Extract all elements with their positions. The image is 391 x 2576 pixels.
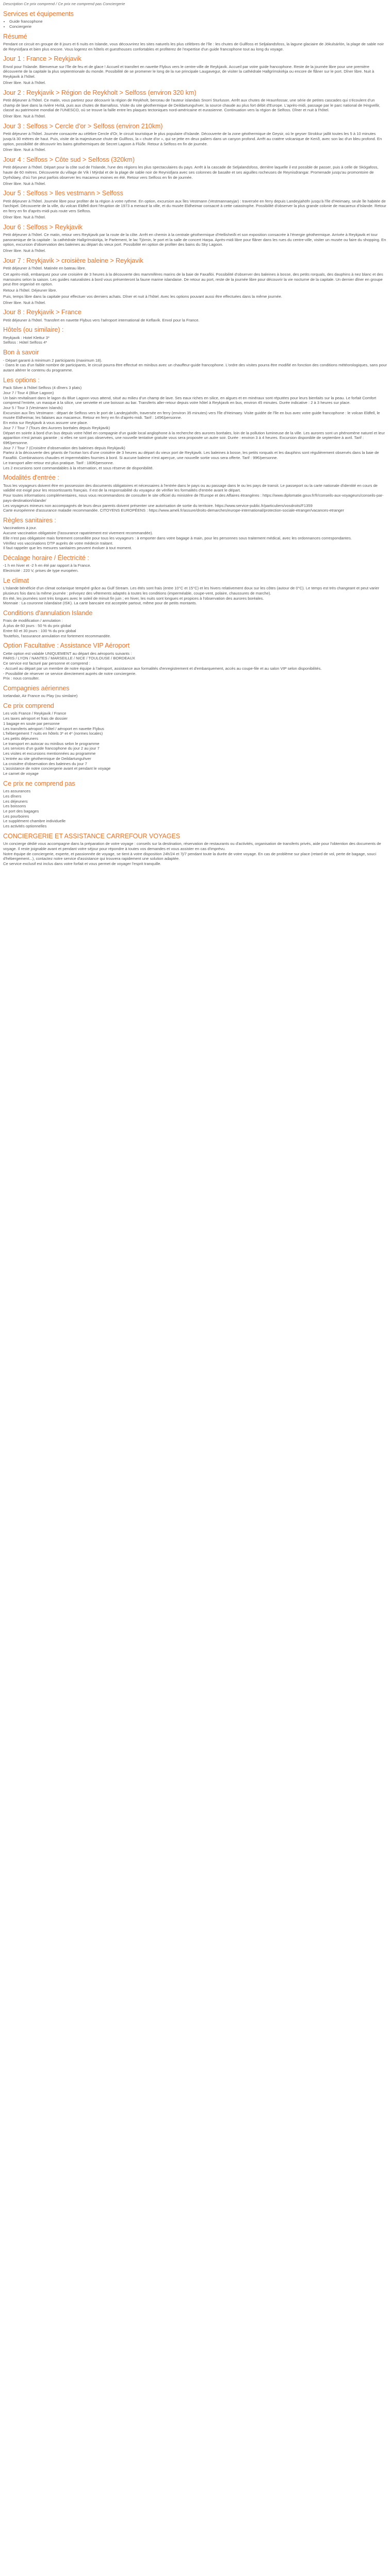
page (0, 0, 390, 873)
assistance-section (3, 642, 387, 681)
concierge-paragraph: Un concierge dédié vous accompagne dans la préparation de votre voyage : conseils sur la destination, réservation de restaurants ou d'activités, organisation de transferts privés, aide pour l'obtention des documents de voyage. Il reste joignable avant et pendant votre séjour pour répondre à toutes vos demandes et vous assister en cas d'imprévu. (3, 841, 381, 851)
day-paragraph: Petit déjeuner à l'hôtel. Journée consacrée au célèbre Cercle d'Or, le circuit touristique le plus populaire d'Islande. Découverte de la zone géothermique de Geysir, où le geyser Strokkur jaillit toutes les 5 à 10 minutes jusqu'à 30 mètres de haut. Puis, visite de la majestueuse chute de Gullfoss, la « chute d'or », qui se jette en deux paliers dans un canyon profond. Arrêt au cratère volcanique de Kerið, avec son lac d'un bleu profond. En option, possibilité de découvrir les bains géothermiques de Secret Lagoon à Flúðir. Retour à Selfoss en fin de journée. (3, 131, 382, 146)
options-paragraph: Un bain revitalisant dans le lagon du Blue Lagoon vous attend, situé au milieu d'un champ de lave. Ses eaux riches en silice, en algues et en minéraux sont réputées pour leurs bienfaits sur la peau. Le forfait Comfort comprend l'entrée, un masque à la silice, une serviette et une boisson au bar. Transferts aller-retour depuis votre hôtel à Reykjavik en bus, environ 45 minutes. Durée indicative : 2 à 3 heures sur place. (3, 395, 377, 405)
excludes-paragraph: Les boissons (3, 804, 26, 809)
rules-paragraph: Aucune vaccination obligatoire (l'assurance rapatriement est vivement recommandée). (3, 531, 153, 536)
time-title: Décalage horaire / Électricité : (3, 554, 89, 562)
hotel-line: Selfoss : Hótel Selfoss 4* (3, 340, 47, 345)
conditions-paragraph: Carte européenne d'assurance maladie recommandée. CITOYENS EUROPÉENS : https://www.ameli.fr/assure/droits-demarches/europe-international/protection-sociale-etranger/vacances-etranger (3, 508, 345, 513)
options-paragraph: Partez à la découverte des géants de l'océan lors d'une croisière de 3 heures au départ du vieux port de Reykjavik. Les baleines à bosse, les petits rorquals et les dauphins sont régulièrement observés dans la baie de Faxaflói. Combinaisons chaudes et imperméables fournies à bord. Si aucune baleine n'est aperçue, une nouvelle sortie vous sera offerte. Tarif : 99€/personne. (3, 450, 379, 461)
includes-paragraph: L'hébergement 7 nuits en hôtels 3* et 4* (normes locales) (3, 731, 103, 736)
time-section (3, 554, 387, 573)
includes-paragraph: Les petits déjeuners (3, 736, 38, 741)
concierge-paragraph: Notre équipe de conciergerie, experte, et passionnée de voyage, se tient à votre disposition 24h/24 et 7j/7 pendant toute la durée de votre voyage. En cas de problème sur place (retard de vol, perte de bagage, souci d'hébergement...), contactez notre service d'assistance qui trouvera rapidement une solution adaptée. (3, 851, 377, 861)
options-paragraph: Jour 7 / Tour 7 (Croisière d'observation des baleines depuis Reykjavik) (3, 445, 125, 450)
rules-paragraph: Il faut rappeler que les mesures sanitaires peuvent évoluer à tout moment. (3, 546, 132, 551)
includes-paragraph: Le carnet de voyage (3, 771, 39, 776)
time-paragraph: Electricité : 220 V, prises de type européen. (3, 568, 79, 573)
options-section (3, 377, 387, 471)
includes-paragraph: L'assistance de notre conciergerie avant et pendant le voyage (3, 766, 111, 771)
rules-paragraph: Vérifiez vos vaccinations DTP auprès de votre médecin traitant. (3, 540, 113, 546)
hotel-line: Reykjavik : Hotel Klettur 3* (3, 335, 50, 340)
options-paragraph: Excursion aux îles Vestmann : départ de Selfoss vers le port de Landeyjahöfn, traversée en ferry (environ 35 minutes) vers l'île d'Heimaey. Visite guidée de l'île en bus avec votre guide francophone : le volcan Eldfell, le musée Eldheimar, les falaises aux macareux. Retour en ferry en fin d'après-midi. Tarif : 145€/personne. (3, 410, 380, 420)
climate-paragraph: En été, les journées sont très longues avec le soleil de minuit fin juin ; en hiver, les nuits sont longues et propices à l'observation des aurores boréales. (3, 596, 264, 601)
day-paragraph: Dîner libre. Nuit à l'hôtel. (3, 248, 46, 253)
day-title: Jour 2 : Reykjavik > Région de Reykholt > Selfoss (environ 320 km) (3, 89, 197, 96)
climate-paragraph: Monnaie : La couronne islandaise (ISK). La carte bancaire est acceptée partout, même pour de petits montants. (3, 601, 197, 606)
day-paragraph: Cet après-midi, embarquez pour une croisière de 3 heures à la découverte des mammifères marins de la baie de Faxaflói. Possibilité d'observer des baleines à bosse, des petits rorquals, des dauphins à nez blanc et des marsouins selon la saison. Les guides naturalistes à bord vous présenteront la faune marine islandaise. De retour au port, reste de la journée libre pour découvrir la vie nocturne de la capitale. Un dernier dîner en groupe peut être organisé en option. (3, 272, 383, 287)
day-paragraph: Petit déjeuner à l'hôtel. Transfert en navette Flybus vers l'aéroport international de Keflavík. Envol pour la France. (3, 317, 200, 323)
excludes-title: Ce prix ne comprend pas (3, 779, 75, 787)
day-paragraph: Dîner libre. Nuit à l'hôtel. (3, 114, 46, 119)
options-paragraph: Le transport aller-retour est plus pratique. Tarif : 180€/personne. (3, 460, 114, 465)
itinerary-day (3, 55, 387, 85)
day-paragraph: Petit déjeuner à l'hôtel. Ce matin, vous partirez pour découvrir la région de Reykholt, berceau de l'auteur islandais Snorri Sturluson. Arrêt aux chutes de Hraunfossar, une série de petites cascades qui s'écoulent d'un champ de lave dans la rivière Hvítá, puis aux chutes de Barnafoss. Visite du site géothermique de Deildartunguhver, la source chaude au plus fort débit d'Europe. L'après-midi, passage par le parc national de Þingvellir, classé au patrimoine mondial de l'UNESCO, où se trouve la faille entre les plaques tectoniques nord-américaine et eurasienne. Continuation vers la région de Selfoss. Dîner et nuit à l'hôtel. (3, 97, 380, 113)
includes-title: Ce prix comprend (3, 702, 54, 710)
options-paragraph: Jour 7 / Tour 7 (Tours des Aurores boréales depuis Reykjavik) (3, 425, 110, 430)
day-title: Jour 8 : Reykjavik > France (3, 309, 82, 316)
excludes-paragraph: Les assurances (3, 789, 31, 794)
day-title: Jour 1 : France > Reykjavik (3, 55, 82, 63)
includes-paragraph: La croisière d'observation des baleines du jour 7 (3, 761, 87, 766)
services-item: • Guide francophone (9, 19, 387, 24)
excludes-paragraph: Le port des bagages (3, 809, 39, 814)
assistance-paragraph: Prix : nous consulter. (3, 676, 40, 681)
assistance-paragraph: - Accueil au départ par un membre de notre équipe à l'aéroport, assistance aux formalités d'enregistrement et d'embarquement, accès au coupe-file et au salon VIP selon disponibilités. (3, 666, 322, 671)
day-paragraph: Puis, temps libre dans la capitale pour effectuer vos derniers achats. Dîner et nuit à l'hôtel. Avec les options pouvant aussi être effectuées dans la même journée. (3, 294, 282, 299)
conditions-section (3, 474, 387, 513)
day-paragraph: Retour à l'hôtel. Déjeuner libre. (3, 288, 57, 293)
excludes-paragraph: Les pourboires (3, 814, 29, 819)
climate-title: Le climat (3, 577, 29, 584)
day-paragraph: Dîner libre. Nuit à l'hôtel. (3, 181, 46, 186)
day-title: Jour 3 : Selfoss > Cercle d'or > Selfoss (environ 210km) (3, 122, 163, 130)
annulation-paragraph: Entre 60 et 30 jours : 100 % du prix global (3, 628, 76, 633)
includes-paragraph: 1 bagage en soute par personne (3, 721, 60, 726)
climate-paragraph: L'Islande bénéficie d'un climat océanique tempéré grâce au Gulf Stream. Les étés sont frais (entre 10°C et 15°C) et les hivers relativement doux sur les côtes (autour de 0°C). Le temps est très changeant et peut varier plusieurs fois dans la même journée : prévoyez des vêtements adaptés à toutes les conditions (imperméable, coupe-vent, polaire, chaussures de marche). (3, 586, 380, 596)
assistance-paragraph: Cette option est valable UNIQUEMENT au départ des aéroports suivants : (3, 651, 132, 656)
hotels-title: Hôtels (ou similaire) : (3, 326, 64, 334)
day-paragraph: Dîner libre. Nuit à l'hôtel. (3, 214, 46, 219)
day-paragraph: Petit déjeuner à l'hôtel. Ce matin, retour vers Reykjavik par la route de la côte. Arrêt en chemin à la centrale géothermique d'Hellisheiði et son exposition consacrée à l'énergie géothermique. Arrivée à Reykjavik et tour panoramique de la capitale : la cathédrale Hallgrímskirkja, le Parlement, le lac Tjörnin, le port et la salle de concert Harpa. Après-midi libre pour flâner dans les rues du centre-ville, visiter un musée ou faire du shopping. En option, excursion d'observation des baleines au départ du vieux port. Possibilité en option de profiter des bains du Sky Lagoon. (3, 232, 386, 247)
airlines-paragraph: Icelandair, Air France ou Play (ou similaire) (3, 693, 78, 699)
options-title: Les options : (3, 376, 40, 384)
excludes-section (3, 780, 387, 829)
climate-section (3, 577, 387, 606)
excludes-paragraph: Le supplément chambre individuelle (3, 819, 66, 824)
services-title: Services et équipements (3, 10, 74, 18)
good-to-know-paragraph: - Dans le cas d'un faible nombre de participants, le circuit pourra être effectué en minibus avec un chauffeur-guide francophone. L'ordre des visites pourra être modifié en fonction des conditions météorologiques, sans pour autant altérer le contenu du programme. (3, 363, 387, 372)
excludes-paragraph: Les activités optionnelles (3, 824, 47, 829)
day-paragraph: Envol pour l'Islande. Bienvenue sur l'île de feu et de glace ! Accueil et transfert en navette Flybus vers le centre-ville de Reykjavik. Accueil par votre guide francophone. Reste de la journée libre pour une première découverte de la capitale la plus septentrionale du monde. Possibilité de se promener le long de la rue principale Laugavegur, de visiter la cathédrale Hallgrímskirkja ou encore de flâner sur le port. Dîner libre. Nuit à Reykjavik à l'hôtel. (3, 64, 374, 79)
includes-paragraph: Les transferts aéroport / hôtel / aéroport en navette Flybus (3, 726, 104, 731)
itinerary (3, 55, 387, 323)
options-paragraph: Jour 7 / Tour 4 (Blue Lagoon) (3, 390, 54, 395)
day-paragraph: Dîner libre. Nuit à l'hôtel. (3, 80, 46, 85)
time-paragraph: -1 h en hiver et -2 h en été par rapport à la France. (3, 563, 91, 568)
itinerary-day (3, 257, 387, 305)
page-description: Description Ce prix comprend / Ce prix ne comprend pas Conciergerie (3, 2, 125, 6)
airlines-title: Compagnies aériennes (3, 684, 70, 692)
includes-paragraph: L'entrée au site géothermique de Deildartunguhver (3, 756, 91, 761)
includes-paragraph: Les vols France / Reykjavik / France (3, 711, 67, 716)
rules-paragraph: Vaccinations à jour. (3, 526, 37, 531)
day-paragraph: Dîner libre. Nuit à l'hôtel. (3, 300, 46, 305)
annulation-title: Conditions d'annulation Islande (3, 609, 93, 617)
concierge-title: CONCIERGERIE ET ASSISTANCE CARREFOUR VOYAGES (3, 832, 181, 840)
conditions-title: Modalités d'entrée : (3, 474, 59, 482)
options-paragraph: En extra sur Reykjavik à vous assurer une place. (3, 420, 88, 426)
options-paragraph: Départ en soirée à bord d'un bus depuis votre hôtel en compagnie d'un guide local anglophone à la recherche des aurores boréales, loin de la pollution lumineuse de la ville. Les aurores sont un phénomène naturel et leur apparition n'est jamais garantie ; si elles ne sont pas observées, une nouvelle tentative gratuite vous sera proposée un autre soir. Durée : environ 3 à 4 heures. Excursion disponible de septembre à avril. Tarif : 69€/personne. (3, 430, 385, 445)
conditions-paragraph: Les voyageurs mineurs non accompagnés de leurs deux parents doivent présenter une autorisation de sortie du territoire. https://www.service-public.fr/particuliers/vosdroits/F1359 (3, 503, 313, 508)
day-title: Jour 5 : Selfoss > Iles vestmann > Selfoss (3, 190, 123, 197)
summary-title: Résumé (3, 32, 27, 40)
annulation-paragraph: Toutefois, l'assurance annulation est fortement recommandée. (3, 633, 111, 638)
assistance-title: Option Facultative : Assistance VIP Aéroport (3, 642, 130, 650)
day-title: Jour 4 : Selfoss > Côte sud > Selfoss (320km) (3, 156, 135, 164)
itinerary-day (3, 309, 387, 323)
day-title: Jour 7 : Reykjavik > croisière baleine > Reykjavik (3, 257, 143, 264)
day-paragraph: Petit déjeuner à l'hôtel. Journée libre pour profiter de la région à votre rythme. En option, excursion aux îles Vestmann (Vestmannaeyjar) : traversée en ferry depuis Landeyjahöfn jusqu'à l'île d'Heimaey, seule île habitée de l'archipel. Découverte de la ville, du volcan Eldfell dont l'éruption de 1973 a menacé la ville, et du musée Eldheimar consacré à cette catastrophe. Possibilité d'observer la plus grande colonie de macareux d'Islande. Retour en ferry en fin d'après-midi puis route vers Selfoss. (3, 198, 386, 214)
itinerary-day (3, 123, 387, 152)
assistance-paragraph: PARIS / LYON / NANTES / MARSEILLE / NICE / TOULOUSE / BORDEAUX (3, 656, 136, 661)
day-paragraph: Petit déjeuner à l'hôtel. Matinée en bateau libre. (3, 266, 86, 271)
includes-paragraph: Les taxes aéroport et frais de dossier (3, 716, 68, 721)
rules-title: Règles sanitaires : (3, 516, 56, 524)
rules-section (3, 517, 387, 551)
good-to-know-title: Bon à savoir (3, 349, 39, 357)
rules-paragraph: Elle n'est pas obligatoire mais fortement conseillée pour tous les voyageurs : à emporter dans votre bagage à main, pour les personnes sous traitement médical, avec les ordonnances correspondantes. (3, 535, 352, 540)
options-paragraph: Jour 5 / Tour 3 (Vestmann Islands) (3, 405, 63, 410)
airlines-section (3, 685, 387, 699)
includes-paragraph: Les services d'un guide francophone du jour 2 au jour 7 (3, 746, 100, 751)
summary-text: Pendant ce circuit en groupe de 8 jours et 6 nuits en Islande, vous découvrirez les sites naturels les plus célèbres de l'île : les chutes de Gullfoss et Seljalandsfoss, la lagune glaciaire de Jökulsárlón, la plage de sable noir de Reynisfjara et bien plus encore. Vous logerez en hôtels et guesthouses confortables et profiterez de l'expertise d'un guide francophone tout au long du voyage. (3, 41, 384, 52)
assistance-paragraph: - Possibilité de réserver ce service directement auprès de notre conciergerie. (3, 671, 137, 676)
includes-paragraph: Les visites et excursions mentionnées au programme (3, 751, 96, 756)
excludes-paragraph: Les déjeuners (3, 799, 28, 804)
services-item: • Conciergerie (9, 24, 387, 29)
itinerary-day (3, 190, 387, 219)
good-to-know-paragraph: - Départ garanti à minimum 2 participants (maximum 18). (3, 358, 103, 363)
options-paragraph: Les 2 excursions sont commandables à la réservation, et sous réserve de disponibilité. (3, 465, 154, 470)
services-list (9, 19, 387, 29)
includes-paragraph: Le transport en autocar ou minibus selon le programme (3, 741, 100, 746)
conditions-paragraph: Tous les voyageurs doivent être en possession des documents obligatoires et nécessaires à l'entrée dans le pays ou au passage dans le ou les pays de transit. Le passeport ou la carte nationale d'identité en cours de validité est exigé pour les ressortissants français. Il est de la responsabilité du voyageur de vérifier les formalités d'entrée avant le départ. (3, 483, 378, 493)
annulation-paragraph: À plus de 60 jours : 50 % du prix global (3, 623, 71, 629)
good-to-know-section (3, 349, 387, 373)
includes-section (3, 702, 387, 776)
conditions-paragraph: Pour toutes informations complémentaires, nous vous recommandons de consulter le site officiel du ministère de l'Europe et des Affaires étrangères : https://www.diplomatie.gouv.fr/fr/conseils-aux-voyageurs/conseils-par-pays-destination/islande/ (3, 493, 384, 503)
itinerary-day (3, 224, 387, 253)
options-paragraph: Pack Silver à l'hôtel Selfoss (4 dîners 3 plats) (3, 385, 82, 391)
annulation-paragraph: Frais de modification / annulation : (3, 618, 63, 623)
day-title: Jour 6 : Selfoss > Reykjavik (3, 223, 83, 231)
itinerary-day (3, 156, 387, 186)
excludes-paragraph: Les dîners (3, 793, 22, 799)
concierge-section (3, 833, 387, 867)
assistance-paragraph: Ce service est facturé par personne et comprend : (3, 661, 90, 666)
day-paragraph: Dîner libre. Nuit à l'hôtel. (3, 147, 46, 152)
day-paragraph: Petit déjeuner à l'hôtel. Départ pour la côte sud de l'Islande, l'une des régions les plus spectaculaires du pays. Arrêt à la cascade de Seljalandsfoss, derrière laquelle il est possible de passer, puis à celle de Skógafoss, haute de 60 mètres. Découverte du village de Vík í Mýrdal et de la plage de sable noir de Reynisfjara avec ses colonnes de basalte et ses aiguilles rocheuses de Reynisdrangar. Promenade jusqu'au promontoire de Dyrhólaey, d'où l'on peut parfois observer les macareux moines en été. Retour vers Selfoss en fin de journée. (3, 165, 379, 180)
concierge-paragraph: Ce service exclusif est inclus dans votre forfait et vous permet de voyager l'esprit tranquille. (3, 861, 161, 867)
itinerary-day (3, 89, 387, 119)
annulation-section (3, 609, 387, 638)
info-sections (3, 349, 387, 867)
